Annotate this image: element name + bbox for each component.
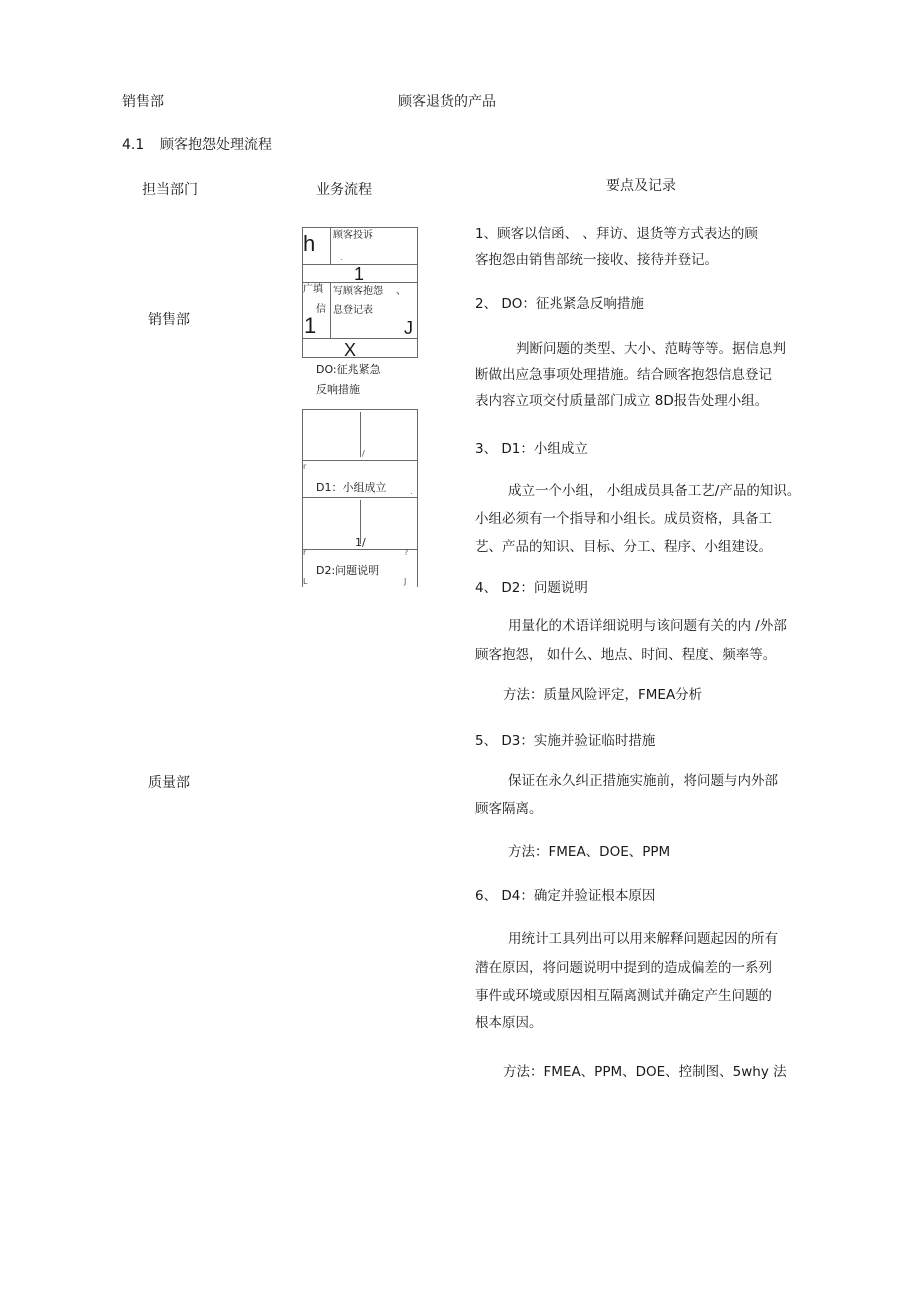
flow-label-d0: DO:征兆紧急 (316, 363, 381, 376)
point-4-method: 方法：质量风险评定，FMEA分析 (503, 687, 703, 703)
flow-line (330, 227, 331, 264)
point-3-line2: 小组必须有一个指导和小组长。成员资格，具备工 (475, 511, 772, 527)
flow-box2-prefix: 广填 (303, 284, 323, 295)
flow-box2-comma: 、 (396, 286, 406, 297)
flow-box2-glyph: 1 (304, 313, 317, 338)
point-1-line1: 1、顾客以信函、 、拜访、退货等方式表达的顾 (475, 226, 758, 242)
point-3-line3: 艺、产品的知识、目标、分工、程序、小组建设。 (475, 539, 772, 555)
flow-arrow-glyph: X (344, 340, 357, 360)
point-1-line2: 客抱怨由销售部统一接收、接待并登记。 (475, 252, 718, 268)
point-2-title: 2、 DO：征兆紧急反响措施 (475, 296, 644, 312)
flow-arrow-line (360, 412, 361, 457)
point-4-line1: 用量化的术语详细说明与该问题有关的内 /外部 (508, 618, 787, 634)
header-title: 顾客退货的产品 (398, 94, 496, 110)
flow-box2-glyph: J (404, 318, 413, 338)
point-5-line1: 保证在永久纠正措施实施前，将问题与内外部 (508, 773, 778, 789)
point-4-line2: 顾客抱怨， 如什么、地点、时间、程度、频率等。 (475, 647, 777, 663)
flow-box1-glyph: h (303, 231, 316, 256)
flow-corner: r (303, 548, 307, 557)
point-5-line2: 顾客隔离。 (475, 801, 543, 817)
section-number: 4.1 (122, 137, 145, 153)
flow-corner: L (303, 577, 308, 586)
flow-line (330, 282, 331, 338)
flow-box2-prefix: 信 (316, 304, 326, 315)
flow-box-register-form: 写顾客抱怨 (333, 286, 383, 297)
flow-dot: . (410, 487, 413, 496)
point-4-title: 4、 D2：问题说明 (475, 580, 588, 596)
flow-line (302, 409, 418, 410)
flow-box1-dot: . (340, 253, 343, 262)
flow-line (302, 227, 418, 228)
flow-tick: / (362, 449, 365, 458)
header-dept: 销售部 (122, 94, 164, 110)
flow-arrow-glyph: 1/ (355, 536, 366, 549)
department-quality: 质量部 (148, 775, 190, 791)
point-2-line2: 断做出应急事项处理措施。结合顾客抱怨信息登记 (475, 367, 772, 383)
flow-line (302, 409, 303, 587)
flow-line (302, 460, 418, 461)
flow-line (302, 497, 418, 498)
flow-line (417, 409, 418, 587)
point-3-title: 3、 D1：小组成立 (475, 441, 588, 457)
flow-arrow-glyph: 1 (354, 264, 365, 284)
flow-corner: r (303, 462, 307, 471)
point-5-title: 5、 D3：实施并验证临时措施 (475, 733, 656, 749)
flow-box-d1-team: D1：小组成立 (316, 481, 387, 494)
column-header-points: 要点及记录 (606, 178, 676, 194)
flow-corner: ? (404, 548, 409, 557)
point-3-line1: 成立一个小组， 小组成员具备工艺/产品的知识。 (508, 483, 801, 499)
flow-line (302, 357, 418, 358)
point-6-line4: 根本原因。 (475, 1015, 543, 1031)
point-6-method: 方法：FMEA、PPM、DOE、控制图、5why 法 (503, 1064, 787, 1080)
point-2-line1: 判断问题的类型、大小、范畴等等。据信息判 (516, 341, 786, 357)
column-header-dept: 担当部门 (142, 182, 198, 198)
flow-box-d2-problem: D2:问题说明 (316, 564, 380, 577)
point-6-line2: 潜在原因，将问题说明中提到的造成偏差的一系列 (475, 960, 772, 976)
point-2-line3: 表内容立项交付质量部门成立 8D报告处理小组。 (475, 393, 769, 409)
column-header-flow: 业务流程 (316, 182, 372, 198)
flow-line (417, 227, 418, 358)
flow-line (302, 338, 418, 339)
section-title: 顾客抱怨处理流程 (160, 137, 272, 153)
point-6-line1: 用统计工具列出可以用来解释问题起因的所有 (508, 931, 778, 947)
flow-corner: J (404, 577, 407, 586)
flow-box-customer-complaint: 顾客投诉 (333, 230, 373, 241)
point-6-line3: 事件或环境或原因相互隔离测试并确定产生问题的 (475, 988, 772, 1004)
flow-line (302, 549, 418, 550)
flow-box-register-form-cont: 息登记表 (333, 305, 373, 316)
point-5-method: 方法：FMEA、DOE、PPM (508, 844, 671, 860)
department-sales: 销售部 (148, 312, 190, 328)
flow-label-d0-cont: 反响措施 (316, 383, 360, 396)
point-6-title: 6、 D4：确定并验证根本原因 (475, 888, 656, 904)
